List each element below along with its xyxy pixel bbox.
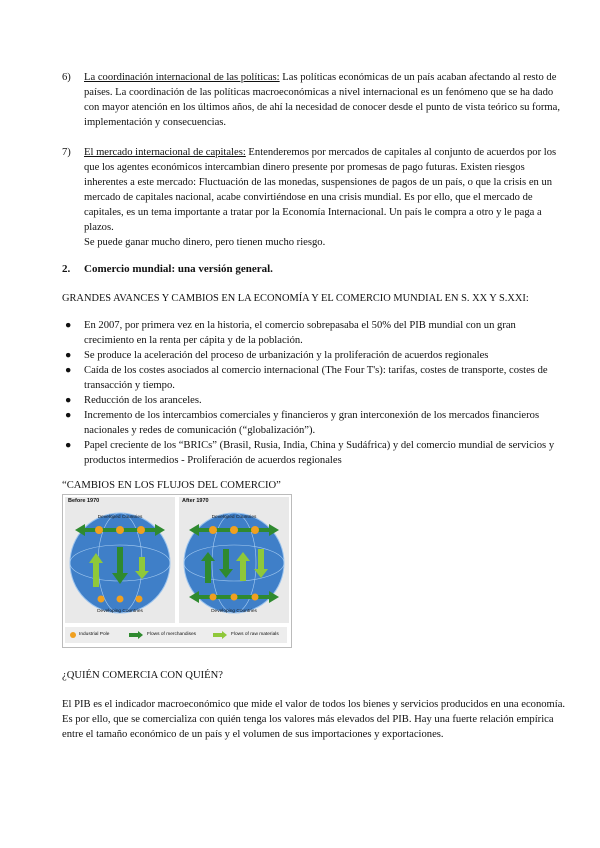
bullet-icon: ● — [65, 365, 72, 376]
item-body — [84, 145, 562, 250]
item-extra: Se puede ganar mucho dinero, pero tienen mucho riesgo. — [84, 237, 326, 248]
pole-icon — [137, 526, 145, 534]
bullet-item: ● En 2007, por primera vez en la historia, el comercio sobrepasaba el 50% del PIB mundial con un gran crecimiento en la renta per cápita y de la población. — [65, 320, 516, 346]
panel-title: Before 1970 — [68, 498, 100, 504]
arrow-icon — [129, 631, 143, 639]
pole-icon — [98, 596, 105, 603]
item-body — [84, 70, 562, 130]
developed-label: Developed Countries — [97, 515, 143, 520]
closing-paragraph: El PIB es el indicador macroeconómico que mide el valor de todos los bienes y servicios producidos en una economía. Es por ello, que se comercializa con quién tenga los valores más elevados del PIB. Hay una fuerte relación empírica entre el tamaño económico de un país y el volumen de sus importaciones y exportaciones. — [62, 699, 566, 740]
panel-after-1970 — [179, 497, 289, 623]
item-heading: La coordinación internacional de las políticas: — [84, 72, 280, 83]
question-heading: ¿QUIÉN COMERCIA CON QUIÉN? — [62, 670, 223, 681]
pole-icon — [252, 594, 259, 601]
figure-legend — [65, 627, 287, 643]
pole-icon — [209, 526, 217, 534]
developing-label: Developing Countries — [97, 609, 143, 614]
pole-icon — [70, 632, 76, 638]
globe-diagram-after — [179, 497, 289, 623]
item-number: 6) — [62, 72, 71, 83]
legend-raw: Flows of raw materials — [231, 632, 279, 637]
bullet-icon: ● — [65, 395, 72, 406]
pole-icon — [251, 526, 259, 534]
arrow-icon — [213, 631, 227, 639]
legend-manufactures: Flows of merchandises — [147, 632, 197, 637]
list-item-6 — [62, 70, 562, 130]
item-heading: El mercado internacional de capitales: — [84, 147, 246, 158]
pole-icon — [230, 526, 238, 534]
developed-label: Developed Countries — [211, 515, 257, 520]
section-number: 2. — [62, 263, 71, 275]
list-item-7 — [62, 145, 562, 250]
section-title: Comercio mundial: una versión general. — [84, 263, 273, 275]
pole-icon — [116, 526, 124, 534]
figure-caption: “CAMBIOS EN LOS FLUJOS DEL COMERCIO” — [62, 480, 281, 491]
item-text: Entenderemos por mercados de capitales al conjunto de acuerdos por los que los agentes económicos intercambian dinero presente por promesas de pago futuras. Existen riesgos inherentes a este mercado: Fluctuación de las monedas, suspensiones de pagos de un país, o que la crisis en un mercado de capitales nacional, acabe convirtiéndose en una crisis mundial. Es por ello, que el mercado de capitales, es un tema importante a tratar por la Economía Internacional. Un país le compra a otro y le paga a plazos. — [84, 147, 557, 233]
bullet-item: ● Papel creciente de los “BRICs” (Brasil, Rusia, India, China y Sudáfrica) y del comercio mundial de servicios y productos intermedios - Proliferación de acuerdos regionales — [65, 440, 555, 466]
panel-title: After 1970 — [182, 498, 209, 504]
section-heading — [62, 262, 273, 277]
item-text: Las políticas económicas de un país acaban afectando al resto de países. La coordinación de las políticas macroeconómicas a nivel internacional es un fenómeno que se ha dado con mayor atención en los últimos años, de ahí la necesidad de conocer desde el punto de vista teórico su forma, implementación y consecuencias. — [84, 72, 560, 128]
bullet-icon: ● — [65, 410, 72, 421]
pole-icon — [95, 526, 103, 534]
bullet-item: ● Caída de los costes asociados al comercio internacional (The Four T's): tarifas, costes de transporte, costes de transacción y tiempo. — [65, 365, 548, 391]
pole-icon — [117, 596, 124, 603]
caps-heading: GRANDES AVANCES Y CAMBIOS EN LA ECONOMÍA Y EL COMERCIO MUNDIAL EN S. XX Y S.XXI: — [62, 293, 529, 304]
panel-before-1970 — [65, 497, 175, 623]
bullet-icon: ● — [65, 350, 72, 361]
bullet-icon: ● — [65, 440, 72, 451]
legend-poles: Industrial Pole — [79, 632, 110, 637]
bullet-icon: ● — [65, 320, 72, 331]
bullet-item: ● Incremento de los intercambios comerciales y financieros y gran interconexión de los mercados financieros nacionales y redes de comunicación (“globalización”). — [65, 410, 540, 436]
pole-icon — [231, 594, 238, 601]
bullet-list — [62, 318, 562, 468]
trade-flows-figure — [62, 494, 292, 648]
pole-icon — [210, 594, 217, 601]
bullet-item: ● Reducción de los aranceles. — [65, 395, 202, 406]
bullet-item: ● Se produce la aceleración del proceso de urbanización y la proliferación de acuerdos regionales — [65, 350, 489, 361]
developing-label: Developing Countries — [211, 609, 257, 614]
globe-diagram-before — [65, 497, 175, 623]
item-number: 7) — [62, 147, 71, 158]
pole-icon — [136, 596, 143, 603]
